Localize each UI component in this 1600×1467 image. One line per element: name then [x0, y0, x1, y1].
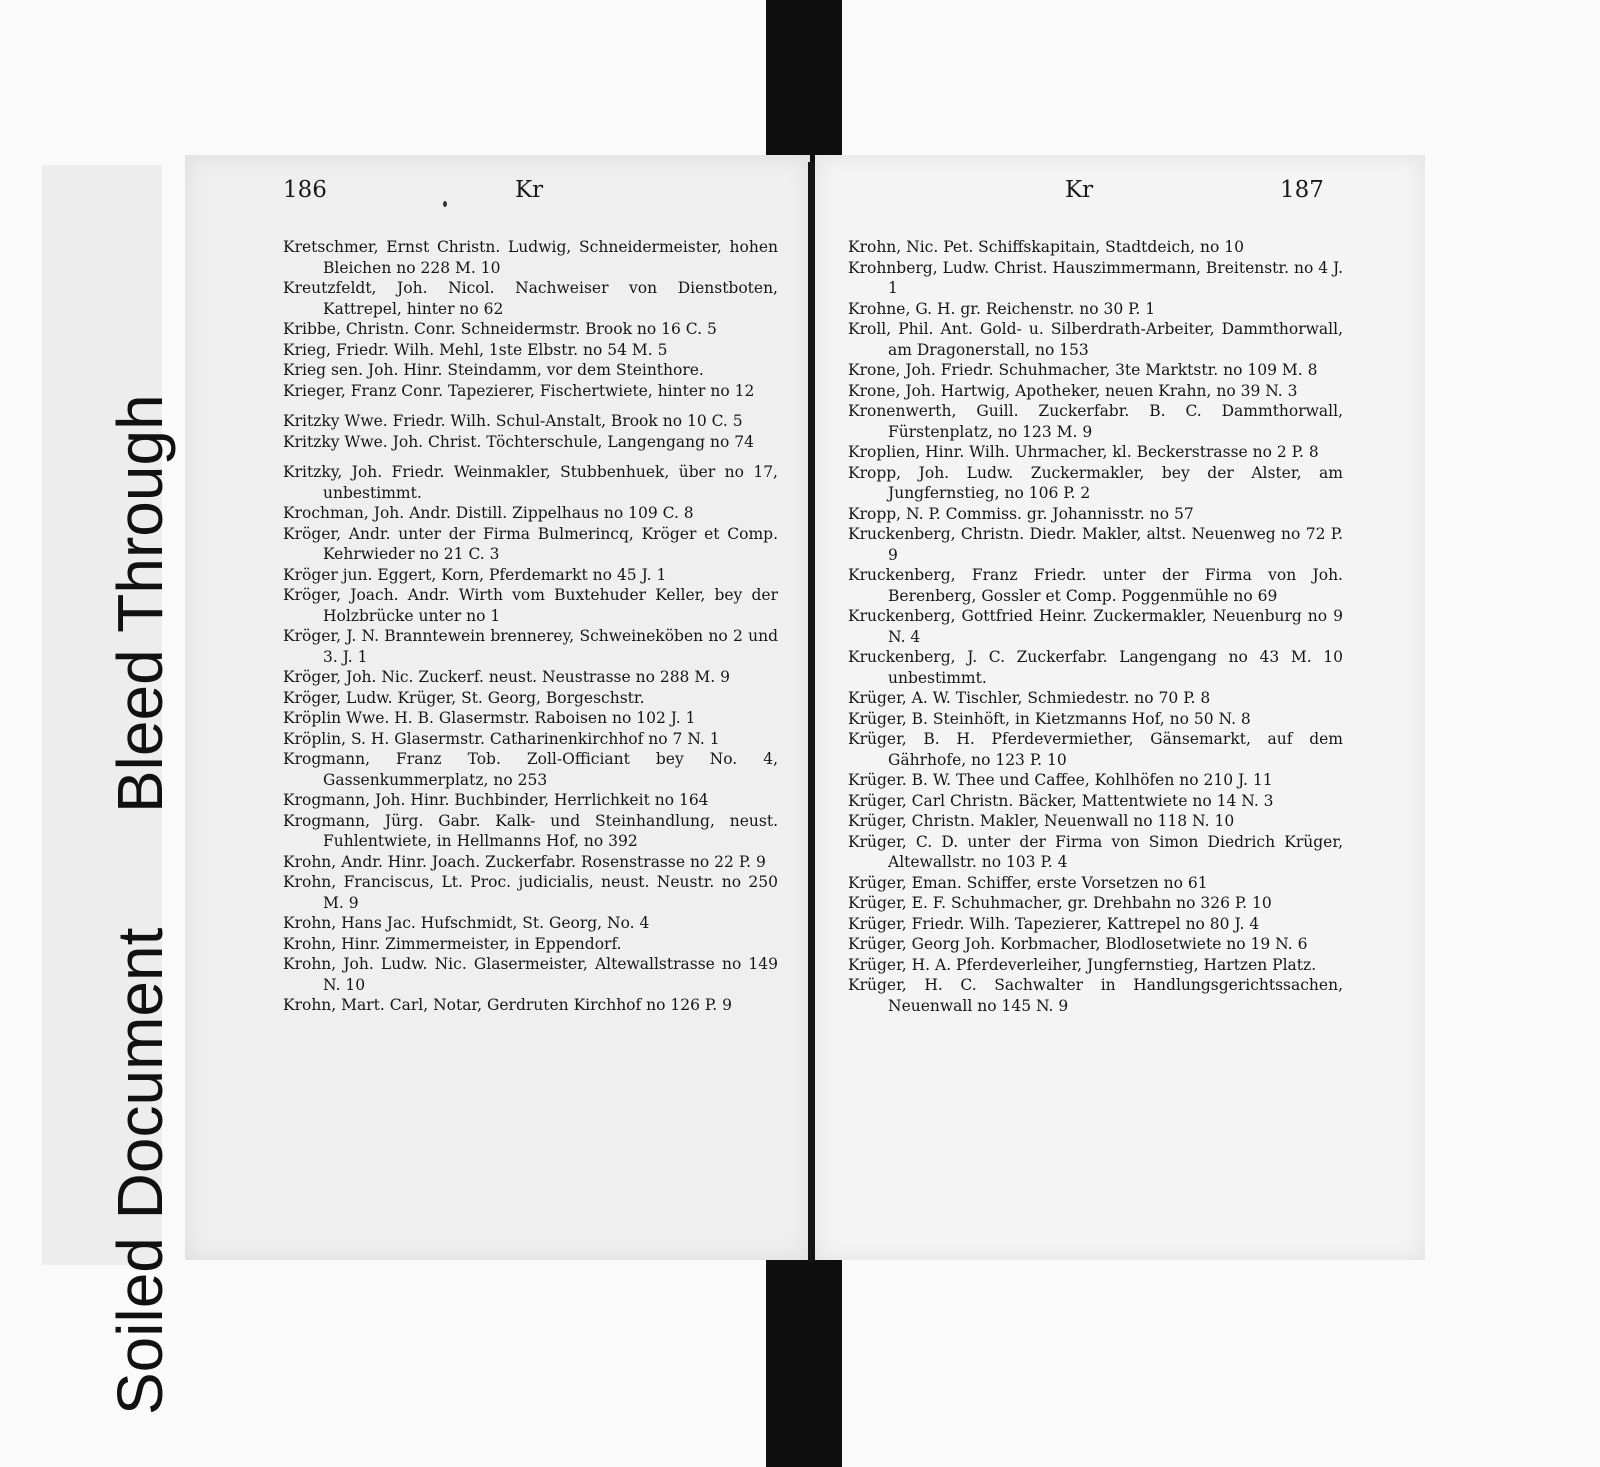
binder-strip-top	[766, 0, 842, 162]
directory-entry: Kribbe, Christn. Conr. Schneidermstr. Brook no 16 C. 5	[283, 320, 717, 338]
directory-entry: Kronenwerth, Guill. Zuckerfabr. B. C. Dammthorwall, Fürstenplatz, no 123 M. 9	[848, 402, 1343, 441]
directory-entry: Kritzky, Joh. Friedr. Weinmakler, Stubbenhuek, über no 17, unbestimmt.	[283, 463, 778, 502]
directory-entry: Krogmann, Joh. Hinr. Buchbinder, Herrlichkeit no 164	[283, 791, 709, 809]
directory-entry: Krohnberg, Ludw. Christ. Hauszimmermann, Breitenstr. no 4 J. 1	[848, 258, 1343, 297]
left-entry-list	[283, 237, 778, 1016]
left-page-number: 186	[283, 177, 327, 203]
right-page-header: Kr	[1065, 177, 1094, 203]
directory-entry: Krieg, Friedr. Wilh. Mehl, 1ste Elbstr. no 54 M. 5	[283, 340, 668, 359]
directory-entry: Krone, Joh. Hartwig, Apotheker, neuen Krahn, no 39 N. 3	[848, 381, 1298, 400]
directory-entry: Krüger, Christn. Makler, Neuenwall no 118 N. 10	[848, 812, 1235, 830]
label-soiled-document: Soiled Document	[104, 927, 176, 1415]
directory-entry: Krohn, Andr. Hinr. Joach. Zuckerfabr. Rosenstrasse no 22 P. 9	[283, 852, 766, 871]
directory-entry: Krogmann, Jürg. Gabr. Kalk- und Steinhandlung, neust. Fuhlentwiete, in Hellmanns Hof, no 392	[283, 811, 778, 850]
directory-entry: Krogmann, Franz Tob. Zoll-Officiant bey No. 4, Gassenkummerplatz, no 253	[283, 750, 778, 789]
directory-entry: Krüger, Eman. Schiffer, erste Vorsetzen no 61	[848, 873, 1208, 892]
directory-entry: Krüger. B. W. Thee und Caffee, Kohlhöfen no 210 J. 11	[848, 771, 1273, 789]
directory-entry: Krohne, G. H. gr. Reichenstr. no 30 P. 1	[848, 299, 1156, 318]
directory-entry: Krohn, Franciscus, Lt. Proc. judicialis, neust. Neustr. no 250 M. 9	[283, 873, 778, 912]
directory-entry: Krüger, C. D. unter der Firma von Simon Diedrich Krüger, Altewallstr. no 103 P. 4	[848, 832, 1343, 871]
directory-entry: Kröplin, S. H. Glasermstr. Catharinenkirchhof no 7 N. 1	[283, 729, 720, 748]
directory-entry: Kreutzfeldt, Joh. Nicol. Nachweiser von Dienstboten, Kattrepel, hinter no 62	[283, 279, 778, 318]
directory-entry: Kretschmer, Ernst Christn. Ludwig, Schneidermeister, hohen Bleichen no 228 M. 10	[283, 238, 778, 277]
directory-entry: Kruckenberg, J. C. Zuckerfabr. Langengang no 43 M. 10 unbestimmt.	[848, 648, 1343, 687]
right-page	[815, 155, 1425, 1260]
directory-entry: Krone, Joh. Friedr. Schuhmacher, 3te Marktstr. no 109 M. 8	[848, 361, 1318, 379]
directory-entry: Kritzky Wwe. Friedr. Wilh. Schul-Anstalt, Brook no 10 C. 5	[283, 412, 743, 430]
directory-entry: Krüger, E. F. Schuhmacher, gr. Drehbahn no 326 P. 10	[848, 894, 1272, 912]
directory-entry: Krieg sen. Joh. Hinr. Steindamm, vor dem Steinthore.	[283, 361, 704, 379]
directory-entry: Kröger, Joh. Nic. Zuckerf. neust. Neustrasse no 288 M. 9	[283, 668, 730, 686]
directory-entry: Kröger, Ludw. Krüger, St. Georg, Borgeschstr.	[283, 688, 645, 707]
directory-entry: Kröger, Andr. unter der Firma Bulmerincq, Kröger et Comp. Kehrwieder no 21 C. 3	[283, 524, 778, 563]
binder-strip-bottom	[766, 1255, 842, 1467]
directory-entry: Krüger, H. A. Pferdeverleiher, Jungfernstieg, Hartzen Platz.	[848, 955, 1317, 974]
directory-entry: Kropp, Joh. Ludw. Zuckermakler, bey der Alster, am Jungfernstieg, no 106 P. 2	[848, 463, 1343, 502]
directory-entry: Krüger, A. W. Tischler, Schmiedestr. no 70 P. 8	[848, 689, 1211, 707]
directory-entry: Kröger, J. N. Branntewein brennerey, Schweineköben no 2 und 3. J. 1	[283, 627, 778, 666]
directory-entry: Kruckenberg, Christn. Diedr. Makler, altst. Neuenweg no 72 P. 9	[848, 525, 1343, 564]
left-page-header: Kr	[515, 177, 544, 203]
directory-entry: Kroplien, Hinr. Wilh. Uhrmacher, kl. Beckerstrasse no 2 P. 8	[848, 443, 1319, 461]
directory-entry: Kropp, N. P. Commiss. gr. Johannisstr. no 57	[848, 504, 1194, 523]
book-gutter	[808, 162, 815, 1262]
directory-entry: Krieger, Franz Conr. Tapezierer, Fischertwiete, hinter no 12	[283, 381, 755, 400]
directory-entry: Krüger, Friedr. Wilh. Tapezierer, Kattrepel no 80 J. 4	[848, 914, 1260, 933]
right-page-number: 187	[1280, 177, 1324, 203]
label-bleed-through: Bleed Through	[104, 394, 176, 813]
directory-entry: Krüger, H. C. Sachwalter in Handlungsgerichtssachen, Neuenwall no 145 N. 9	[848, 976, 1343, 1015]
directory-entry: Kruckenberg, Franz Friedr. unter der Firma von Joh. Berenberg, Gossler et Comp. Poggenmühle no 69	[848, 566, 1343, 605]
directory-entry: Kröplin Wwe. H. B. Glasermstr. Raboisen no 102 J. 1	[283, 709, 696, 727]
directory-entry: Krohn, Hinr. Zimmermeister, in Eppendorf.	[283, 934, 622, 953]
directory-entry: Kruckenberg, Gottfried Heinr. Zuckermakler, Neuenburg no 9 N. 4	[848, 607, 1343, 646]
left-page	[185, 155, 810, 1260]
directory-entry: Krohn, Nic. Pet. Schiffskapitain, Stadtdeich, no 10	[848, 238, 1244, 256]
side-label-panel	[42, 165, 176, 1415]
directory-entry: Krohn, Mart. Carl, Notar, Gerdruten Kirchhof no 126 P. 9	[283, 996, 732, 1014]
ink-speck	[443, 201, 447, 207]
directory-entry: Kröger, Joach. Andr. Wirth vom Buxtehuder Keller, bey der Holzbrücke unter no 1	[283, 586, 778, 625]
directory-entry: Krohn, Joh. Ludw. Nic. Glasermeister, Altewallstrasse no 149 N. 10	[283, 955, 778, 994]
directory-entry: Kroll, Phil. Ant. Gold- u. Silberdrath-Arbeiter, Dammthorwall, am Dragonerstall, no 153	[848, 320, 1343, 359]
directory-entry: Krüger, B. Steinhöft, in Kietzmanns Hof, no 50 N. 8	[848, 709, 1251, 728]
directory-entry: Krüger, Georg Joh. Korbmacher, Blodlosetwiete no 19 N. 6	[848, 935, 1308, 953]
directory-entry: Kritzky Wwe. Joh. Christ. Töchterschule, Langengang no 74	[283, 432, 754, 451]
directory-entry: Krochman, Joh. Andr. Distill. Zippelhaus no 109 C. 8	[283, 504, 694, 522]
directory-entry: Kröger jun. Eggert, Korn, Pferdemarkt no 45 J. 1	[283, 565, 667, 584]
directory-entry: Krüger, Carl Christn. Bäcker, Mattentwiete no 14 N. 3	[848, 791, 1274, 810]
directory-entry: Krüger, B. H. Pferdevermiether, Gänsemarkt, auf dem Gährhofe, no 123 P. 10	[848, 730, 1343, 769]
directory-entry: Krohn, Hans Jac. Hufschmidt, St. Georg, No. 4	[283, 914, 650, 932]
right-entry-list	[848, 237, 1343, 1016]
